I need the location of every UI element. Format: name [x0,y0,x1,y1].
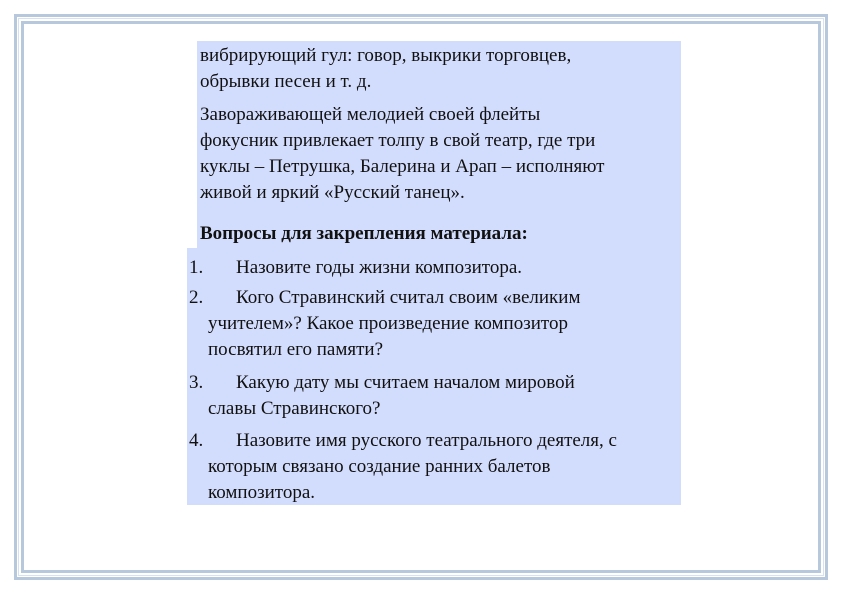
question-line: Назовите имя русского театрального деятеля, с [236,430,617,451]
paragraph-line: фокусник привлекает толпу в свой театр, где три [200,130,596,151]
question-line: посвятил его памяти? [208,339,384,360]
question-number: 1. [189,257,204,278]
paragraph-continuation [200,43,670,95]
question-number: 2. [189,287,204,308]
paragraph-line: куклы – Петрушка, Балерина и Арап – исполняют [200,156,605,177]
question-line: которым связано создание ранних балетов [208,456,551,477]
question-number: 3. [189,372,204,393]
question-line: Назовите годы жизни композитора. [236,257,523,278]
question-line: Кого Стравинский считал своим «великим [236,287,581,308]
paragraph-description [200,102,675,206]
questions-heading: Вопросы для закрепления материала: [200,223,528,244]
paragraph-line: обрывки песен и т. д. [200,71,372,92]
question-line: Какую дату мы считаем началом мировой [236,372,575,393]
paragraph-line: живой и яркий «Русский танец». [200,182,465,203]
question-line: учителем»? Какое произведение композитор [208,313,568,334]
question-number: 4. [189,430,204,451]
question-item [189,428,681,506]
question-item [189,370,681,422]
paragraph-line: Завораживающей мелодией своей флейты [200,104,541,125]
question-item [189,285,681,363]
question-item [189,255,681,281]
question-line: композитора. [208,482,316,503]
paragraph-line: вибрирующий гул: говор, выкрики торговцев, [200,45,572,66]
question-line: славы Стравинского? [208,398,381,419]
